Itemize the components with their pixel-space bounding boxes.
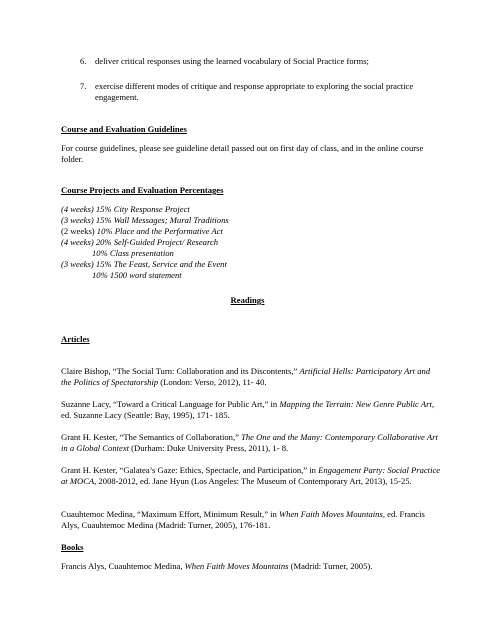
books-heading: Books (61, 542, 84, 552)
readings-heading: Readings (230, 295, 265, 305)
citation (61, 399, 441, 421)
citation-text: Francis Alys, Cuauhtemoc Medina, (61, 561, 185, 571)
citation (61, 561, 441, 572)
project-line (61, 226, 441, 237)
objective-text: exercise different modes of critique and response appropriate to exploring the social practice engagement. (95, 81, 414, 102)
guidelines-text: For course guidelines, please see guideline detail passed out on first day of class, and in the online course folder. (61, 143, 424, 164)
citation-text: Claire Bishop, “The Social Turn: Collaboration and its Discontents,” (61, 366, 300, 376)
citation-title: When Faith Moves Mountains, (279, 509, 385, 519)
citation-text: (Durham: Duke University Press, 2011), 1- 8. (129, 443, 289, 453)
citation-text: Grant H. Kester, “Galatea’s Gaze: Ethics, Spectacle, and Participation,” in (61, 465, 319, 475)
citation-text: Grant H. Kester, “The Semantics of Collaboration,” (61, 432, 242, 442)
objective-number: 6. (80, 56, 87, 66)
citation (61, 509, 441, 531)
articles-heading: Articles (61, 334, 90, 344)
citation-text: Cuauhtemoc Medina, “Maximum Effort, Minimum Result,” in (61, 509, 279, 519)
project-line-prefix: (2 weeks) (61, 226, 97, 236)
project-line: 10% 1500 word statement (92, 270, 182, 280)
citation-text: (Madrid: Turner, 2005). (288, 561, 373, 571)
project-line: (4 weeks) 20% Self-Guided Project/ Research (61, 237, 219, 247)
citation-text: , 2008-2012, ed. Jane Hyun (Los Angeles: The Museum of Contemporary Art, 2013), 15-25. (94, 476, 412, 486)
citation-title: Mapping the Terrain: New Genre Public Art, (279, 399, 434, 409)
guidelines-heading: Course and Evaluation Guidelines (61, 124, 187, 134)
citation-title: Engagement Party: Social Practice at MOCA (61, 465, 441, 486)
citation (61, 432, 441, 454)
citation-text: (London: Verso, 2012), 11- 40. (158, 377, 267, 387)
citation-text: ed. Suzanne Lacy (Seattle: Bay, 1995), 171- 185. (61, 410, 230, 420)
project-line-rest: 10% Place and the Performative Act (96, 226, 223, 236)
projects-list (61, 204, 441, 281)
citation-text: ed. Francis Alys, Cuauhtemoc Medina (Madrid: Turner, 2005), 176-181. (61, 509, 425, 530)
project-line: 10% Class presentation (92, 248, 174, 258)
project-line: (4 weeks) 15% City Response Project (61, 204, 190, 214)
objective-number: 7. (80, 81, 87, 91)
citation (61, 366, 441, 388)
project-line: (3 weeks) 15% The Feast, Service and the Event (61, 259, 227, 269)
objective-text: deliver critical responses using the learned vocabulary of Social Practice forms; (95, 56, 369, 66)
objective-item-7 (80, 81, 440, 103)
projects-heading: Course Projects and Evaluation Percentages (61, 185, 224, 195)
project-line: (3 weeks) 15% Wall Messages; Mural Traditions (61, 215, 229, 225)
citation-title: When Faith Moves Mountains (184, 561, 289, 571)
citation (61, 465, 441, 487)
citation-title: The One and the Many: Contemporary Collaborative Art in a Global Context (61, 432, 438, 453)
objective-item-6 (80, 56, 440, 67)
citation-title: Artificial Hells: Participatory Art and the Politics of Spectatorship (61, 366, 431, 387)
citation-text: Suzanne Lacy, “Toward a Critical Language for Public Art,” in (61, 399, 280, 409)
